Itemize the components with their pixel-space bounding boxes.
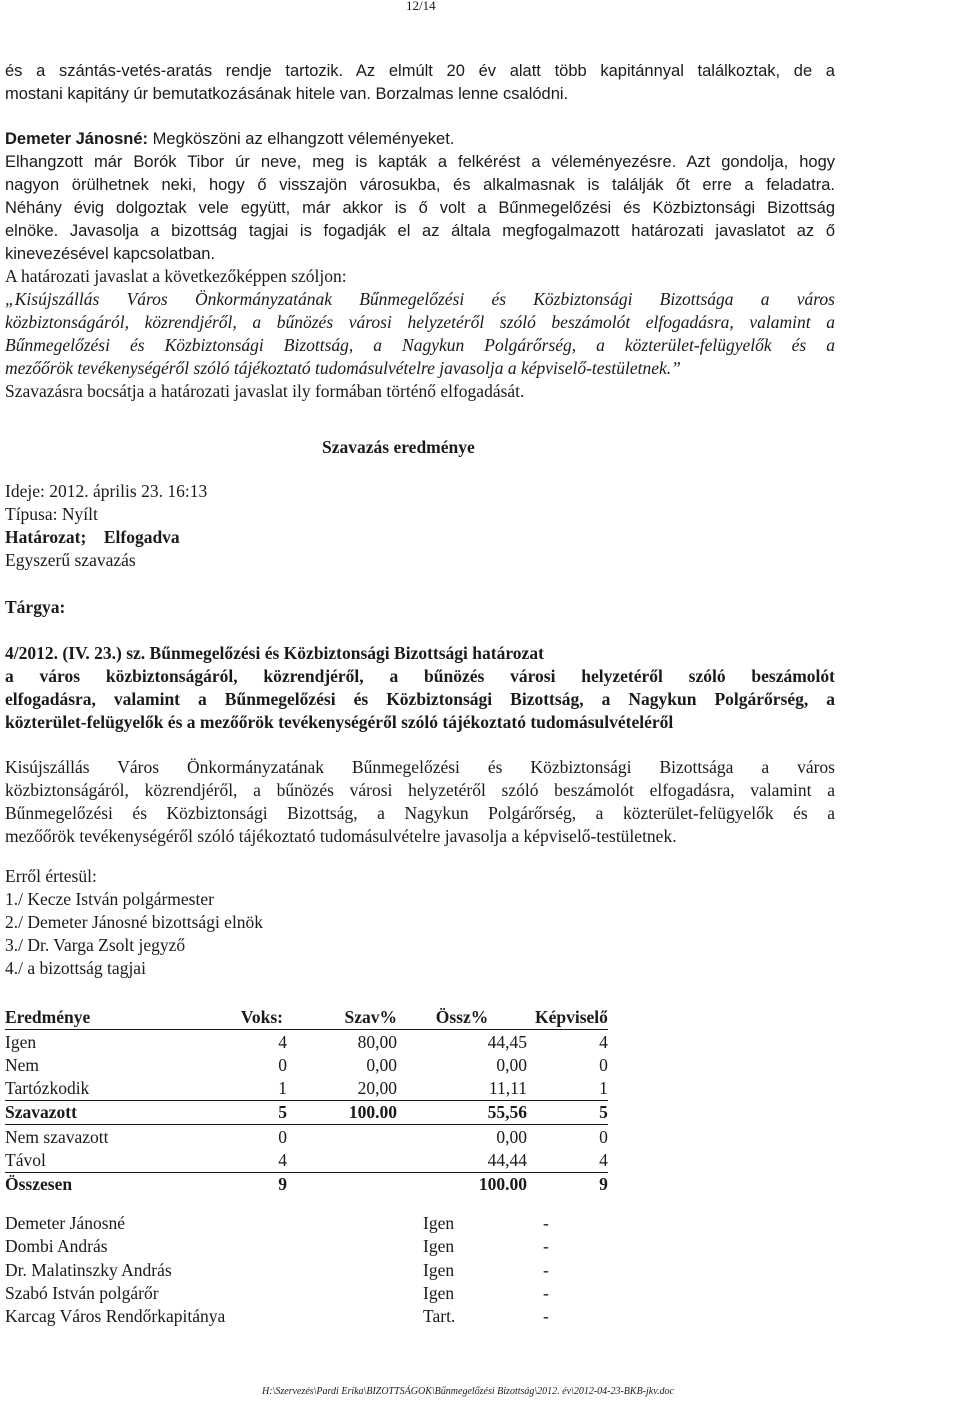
row-votes: 5 <box>223 1101 287 1125</box>
row-vote-pct: 20,00 <box>287 1077 397 1101</box>
proposal-line-2: közbiztonságáról, közrendjéről, a bűnözés városi helyzetéről szóló beszámolót elfogadásra, valamint a <box>5 312 835 332</box>
member-vote: Igen <box>423 1259 455 1280</box>
row-label: Összesen <box>5 1174 73 1195</box>
row-votes: 0 <box>278 1126 287 1147</box>
row-label: Távol <box>5 1149 223 1173</box>
proposal-intro: A határozati javaslat a következőképpen szóljon: <box>5 266 347 286</box>
row-label: Igen <box>5 1031 37 1052</box>
decision-label: Határozat; <box>5 527 87 547</box>
vote-time: Ideje: 2012. április 23. 16:13 <box>5 481 208 501</box>
results-header <box>5 1006 608 1030</box>
row-rep: 1 <box>527 1077 608 1101</box>
header-rep: Képviselő <box>527 1006 608 1030</box>
vote-decision <box>5 526 207 549</box>
member-name: Szabó István polgárőr <box>5 1283 159 1304</box>
speech-line-2: nagyon örülhetnek neki, hogy ő visszajön városukba, és alkalmasnak is találják őt erre a feladatra. <box>5 176 835 194</box>
member-extra: - <box>543 1236 549 1257</box>
list-item <box>5 1212 563 1235</box>
individual-votes <box>5 1212 563 1328</box>
row-vote-pct: 0,00 <box>366 1054 397 1075</box>
row-total-pct: 44,45 <box>487 1031 527 1052</box>
vote-type: Típusa: Nyílt <box>5 504 98 524</box>
member-name: Dr. Malatinszky András <box>5 1259 172 1280</box>
row-label: Nem szavazott <box>5 1126 109 1147</box>
speech-line-4: elnöke. Javasolja a bizottság tagjai is fogadják el az általa megfogalmazott határozati javaslatot az ő <box>5 222 835 240</box>
subject-label: Tárgya: <box>5 597 66 617</box>
resolution-body-line-4: mezőőrök tevékenységéről szóló tájékoztató tudomásulvételre javasolja a képviselő-testületnek. <box>5 826 677 846</box>
table-row <box>5 1149 608 1173</box>
notify-block <box>5 865 263 980</box>
row-total-pct: 0,00 <box>496 1126 527 1147</box>
row-rep: 9 <box>599 1174 608 1195</box>
list-item <box>5 1305 563 1328</box>
table-row <box>5 1101 608 1125</box>
row-rep: 4 <box>599 1031 608 1052</box>
row-votes: 0 <box>278 1054 287 1075</box>
resolution-body-line-1: Kisújszállás Város Önkormányzatának Bűnmegelőzési és Közbiztonsági Bizottsága a város <box>5 757 835 777</box>
notify-item: 4./ a bizottság tagjai <box>5 958 146 978</box>
results-table <box>5 1006 608 1196</box>
list-item <box>5 1259 563 1282</box>
intro-line-2: mostani kapitány úr bemutatkozásának hitele van. Borzalmas lenne csalódni. <box>5 85 569 103</box>
header-votes: Voks: <box>223 1006 287 1030</box>
notify-item: 1./ Kecze István polgármester <box>5 889 214 909</box>
vote-simple: Egyszerű szavazás <box>5 550 136 570</box>
member-extra: - <box>543 1283 549 1304</box>
decision-value: Elfogadva <box>103 527 180 547</box>
member-vote: Igen <box>423 1213 455 1234</box>
table-row <box>5 1077 608 1101</box>
resolution-heading <box>5 642 835 734</box>
proposal-line-1: „Kisújszállás Város Önkormányzatának Bűnmegelőzési és Közbiztonsági Bizottsága a város <box>5 289 835 309</box>
list-item <box>5 1235 563 1258</box>
member-extra: - <box>543 1306 549 1327</box>
row-total-pct: 55,56 <box>397 1101 527 1125</box>
row-total-pct: 0,00 <box>496 1054 527 1075</box>
list-item <box>5 1282 563 1305</box>
row-rep: 4 <box>527 1149 608 1173</box>
intro-line-1: és a szántás-vetés-aratás rendje tartozik. Az elmúlt 20 év alatt több kapitánnyal találkoztak, de a <box>5 62 835 80</box>
member-vote: Igen <box>423 1283 455 1304</box>
table-row <box>5 1054 608 1077</box>
resolution-heading-line-1: 4/2012. (IV. 23.) sz. Bűnmegelőzési és Közbiztonsági Bizottsági határozat <box>5 643 544 663</box>
notify-item: 2./ Demeter Jánosné bizottsági elnök <box>5 912 264 932</box>
row-total-pct: 11,11 <box>397 1077 527 1101</box>
row-total-pct: 100.00 <box>478 1174 527 1195</box>
row-votes: 4 <box>223 1149 287 1173</box>
resolution-heading-line-3: elfogadásra, valamint a Bűnmegelőzési és Közbiztonsági Bizottság, a Nagykun Polgárőrség, a <box>5 689 835 709</box>
row-vote-pct <box>287 1173 397 1197</box>
notify-item: 3./ Dr. Varga Zsolt jegyző <box>5 935 186 955</box>
row-votes: 9 <box>278 1174 287 1195</box>
member-extra: - <box>543 1213 549 1234</box>
row-votes: 1 <box>223 1077 287 1101</box>
notify-label: Erről értesül: <box>5 866 97 886</box>
vote-meta <box>5 480 207 572</box>
member-extra: - <box>543 1259 549 1280</box>
resolution-heading-line-4: közterület-felügyelők és a mezőőrök tevékenységéről szóló tájékoztató tudomásulvételéről <box>5 712 674 732</box>
speech-line-3: Néhány évig dolgoztak vele együtt, már akkor is ő volt a Bűnmegelőzési és Közbiztonsági Bizottság <box>5 199 835 217</box>
resolution-body-line-2: közbiztonságáról, közrendjéről, a bűnözés városi helyzetéről szóló beszámolót elfogadásra, valamint a <box>5 780 835 800</box>
row-rep: 5 <box>527 1101 608 1125</box>
header-result: Eredménye <box>5 1006 223 1030</box>
resolution-body-line-3: Bűnmegelőzési és Közbiztonsági Bizottság, a Nagykun Polgárőrség, a közterület-felügyelők és a <box>5 803 835 823</box>
member-name: Dombi András <box>5 1236 108 1257</box>
speech-line-5: kinevezésével kapcsolatban. <box>5 245 216 263</box>
member-vote: Tart. <box>423 1306 456 1327</box>
member-name: Karcag Város Rendőrkapitánya <box>5 1306 226 1327</box>
header-vote-pct: Szav% <box>287 1006 397 1030</box>
resolution-body <box>5 756 835 848</box>
row-label: Tartózkodik <box>5 1077 223 1101</box>
speech-line-1: Elhangzott már Borók Tibor úr neve, meg is kapták a felkérést a véleményezésre. Azt gondolja, hogy <box>5 153 835 171</box>
speaker-name: Demeter Jánosné: <box>5 130 149 148</box>
proposal-line-3: Bűnmegelőzési és Közbiztonsági Bizottság, a Nagykun Polgárőrség, a közterület-felügyelők és a <box>5 335 835 355</box>
row-votes: 4 <box>278 1031 287 1052</box>
proposal-line-4: mezőőrök tevékenységéről szóló tájékoztató tudomásulvételre javasolja a képviselő-testületnek.” <box>5 358 681 378</box>
row-vote-pct: 80,00 <box>357 1031 397 1052</box>
row-rep: 0 <box>599 1126 608 1147</box>
page-number: 12/14 <box>406 0 436 13</box>
proposal-block <box>5 265 835 403</box>
table-row <box>5 1030 608 1054</box>
member-vote: Igen <box>423 1236 455 1257</box>
resolution-heading-line-2: a város közbiztonságáról, közrendjéről, a bűnözés városi helyzetéről szóló beszámolót <box>5 666 835 686</box>
speech-block <box>5 128 835 266</box>
speaker-line <box>5 128 835 151</box>
table-row <box>5 1173 608 1197</box>
row-label: Szavazott <box>5 1101 223 1125</box>
row-total-pct: 44,44 <box>397 1149 527 1173</box>
row-vote-pct <box>287 1125 397 1149</box>
vote-call: Szavazásra bocsátja a határozati javaslat ily formában történő elfogadását. <box>5 381 525 401</box>
footer-file-path: H:\Szervezés\Pardi Erika\BIZOTTSÁGOK\Bűnmegelőzési Bizottság\2012. év\2012-04-23-BKB-jkv.doc <box>262 1386 674 1397</box>
speaker-text: Megköszöni az elhangzott véleményeket. <box>148 130 455 148</box>
intro-paragraph <box>5 60 835 106</box>
header-total-pct: Össz% <box>397 1006 527 1030</box>
row-label: Nem <box>5 1054 40 1075</box>
row-rep: 0 <box>599 1054 608 1075</box>
row-vote-pct <box>287 1149 397 1173</box>
table-row <box>5 1125 608 1149</box>
member-name: Demeter Jánosné <box>5 1213 126 1234</box>
vote-title: Szavazás eredménye <box>322 437 475 457</box>
row-vote-pct: 100.00 <box>287 1101 397 1125</box>
